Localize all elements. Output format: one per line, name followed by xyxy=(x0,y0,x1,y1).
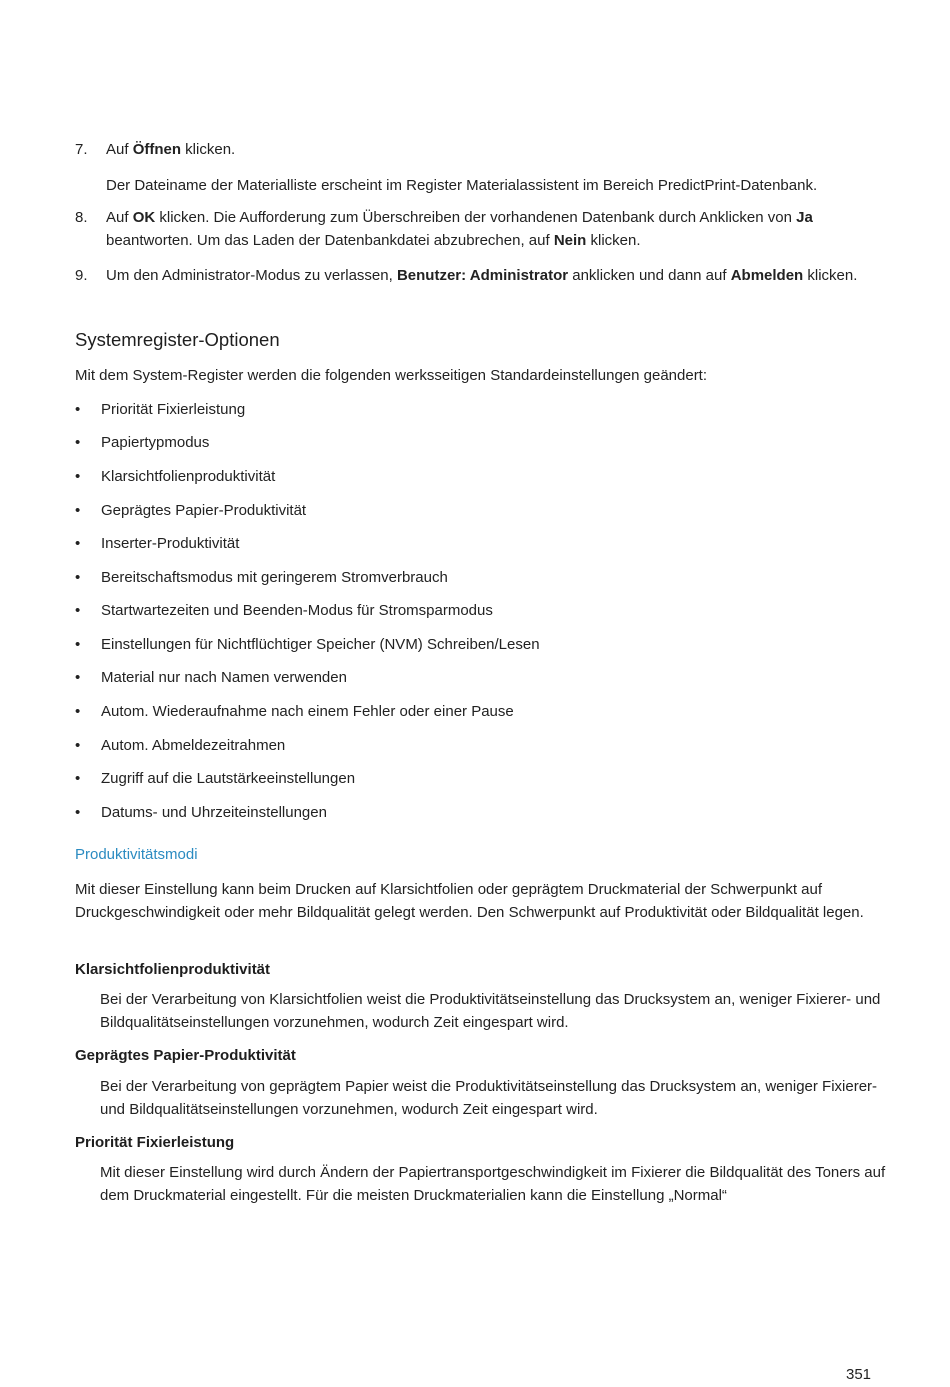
step-8-text: Auf OK klicken. Die Aufforderung zum Überschreiben der vorhandenen Datenbank durch Anklicken von Ja beantworten. Um das Laden der Datenbankdatei abzubrechen, auf Nein klicken. xyxy=(106,209,813,249)
list-item: • Bereitschaftsmodus mit geringerem Stromverbrauch xyxy=(75,566,895,589)
list-item: • Autom. Wiederaufnahme nach einem Fehler oder einer Pause xyxy=(75,700,895,723)
bullet-icon: • xyxy=(75,535,81,552)
bullet-icon: • xyxy=(75,737,81,754)
list-item: • Autom. Abmeldezeitrahmen xyxy=(75,734,895,757)
step-number: 8. xyxy=(75,209,88,226)
term-description: Bei der Verarbeitung von Klarsichtfolien weist die Produktivitätseinstellung das Drucksystem an, weniger Fixierer- und Bildqualitätseinstellungen vorzunehmen, wodurch Zeit eingespart wird. xyxy=(100,991,881,1031)
term-heading: Klarsichtfolienproduktivität xyxy=(75,961,271,978)
step-number: 7. xyxy=(75,141,88,158)
list-item: • Priorität Fixierleistung xyxy=(75,398,895,421)
step-number: 9. xyxy=(75,267,88,284)
section-heading: Systemregister-Optionen xyxy=(75,329,280,350)
bullet-icon: • xyxy=(75,770,81,787)
list-item: • Geprägtes Papier-Produktivität xyxy=(75,499,895,522)
list-item: • Klarsichtfolienproduktivität xyxy=(75,465,895,488)
list-item: • Startwartezeiten und Beenden-Modus für Stromsparmodus xyxy=(75,599,895,622)
bullet-icon: • xyxy=(75,502,81,519)
bullet-icon: • xyxy=(75,434,81,451)
bullet-icon: • xyxy=(75,636,81,653)
term-heading: Priorität Fixierleistung xyxy=(75,1134,235,1151)
list-item: • Inserter-Produktivität xyxy=(75,532,895,555)
list-item: • Einstellungen für Nichtflüchtiger Speicher (NVM) Schreiben/Lesen xyxy=(75,633,895,656)
term-description: Mit dieser Einstellung wird durch Ändern der Papiertransportgeschwindigkeit im Fixierer die Bildqualität des Toners auf dem Druckmaterial eingestellt. Für die meisten Druckmaterialien kann die Einstellung „Normal“ xyxy=(100,1164,886,1204)
subsection-intro: Mit dieser Einstellung kann beim Drucken auf Klarsichtfolien oder geprägtem Druckmaterial der Schwerpunkt auf Druckgeschwindigkeit oder mehr Bildqualität gelegt werden. Den Schwerpunkt auf Produktivität oder Bildqualität legen. xyxy=(75,881,864,921)
bullet-icon: • xyxy=(75,468,81,485)
bullet-icon: • xyxy=(75,401,81,418)
list-item: • Zugriff auf die Lautstärkeeinstellungen xyxy=(75,767,895,790)
list-item: • Material nur nach Namen verwenden xyxy=(75,666,895,689)
bullet-icon: • xyxy=(75,569,81,586)
term-heading: Geprägtes Papier-Produktivität xyxy=(75,1047,296,1064)
list-item: • Datums- und Uhrzeiteinstellungen xyxy=(75,801,895,824)
step-7-text: Auf Öffnen klicken. xyxy=(106,141,236,158)
bullet-icon: • xyxy=(75,602,81,619)
section-intro: Mit dem System-Register werden die folgenden werksseitigen Standardeinstellungen geändert: xyxy=(75,367,708,384)
subsection-heading: Produktivitätsmodi xyxy=(75,846,198,863)
bullet-icon: • xyxy=(75,804,81,821)
step-7-note: Der Dateiname der Materialliste erscheint im Register Materialassistent im Bereich PredictPrint-Datenbank. xyxy=(106,177,818,194)
page-number: 351 xyxy=(846,1366,872,1383)
term-description: Bei der Verarbeitung von geprägtem Papier weist die Produktivitätseinstellung das Drucksystem an, weniger Fixierer- und Bildqualitätseinstellungen vorzunehmen, wodurch Zeit eingespart wird. xyxy=(100,1078,878,1118)
step-9-text: Um den Administrator-Modus zu verlassen, Benutzer: Administrator anklicken und dann auf Abmelden klicken. xyxy=(106,267,858,284)
bullet-icon: • xyxy=(75,703,81,720)
bullet-icon: • xyxy=(75,669,81,686)
list-item: • Papiertypmodus xyxy=(75,431,895,454)
